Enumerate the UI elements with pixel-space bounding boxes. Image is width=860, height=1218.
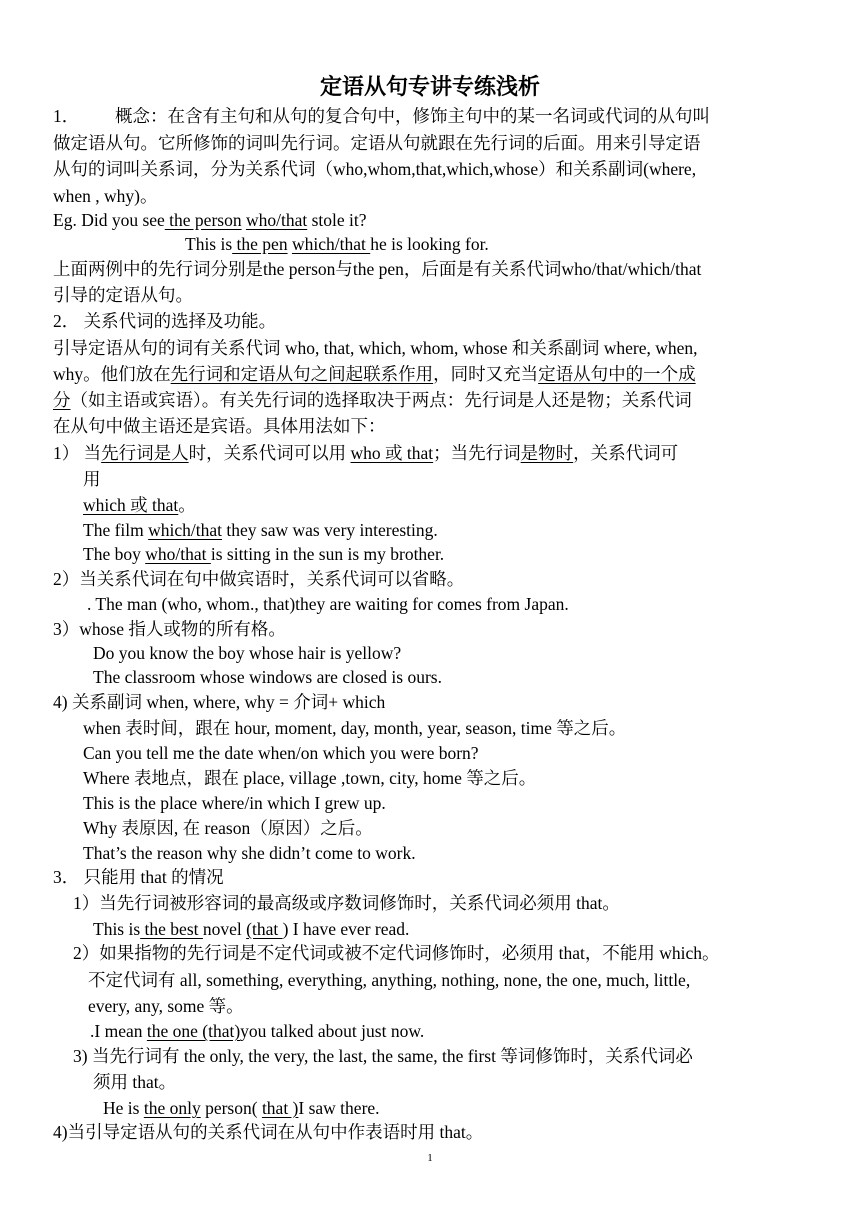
section-3-case-2-line-2: 不定代词有 all, something, everything, anything, nothing, none, the one, much, little,	[88, 970, 691, 990]
explanation-line-1: 上面两例中的先行词分别是the person与the pen，后面是有关系代词who/that/which/that	[53, 259, 702, 279]
page-title: 定语从句专讲专练浅析	[319, 74, 540, 100]
rule-3: 3）whose 指人或物的所有格。	[53, 619, 286, 639]
section-3-case-1-example: This is the best novel (that ) I have ever read.	[93, 919, 410, 939]
rule-4-why-example: That’s the reason why she didn’t come to work.	[83, 843, 416, 863]
rule-1-example-2: The boy who/that is sitting in the sun is my brother.	[83, 544, 445, 564]
rule-4-when-example: Can you tell me the date when/on which you were born?	[83, 743, 479, 763]
rule-3-example-1: Do you know the boy whose hair is yellow?	[93, 643, 402, 663]
rule-3-example-2: The classroom whose windows are closed is ours.	[93, 667, 442, 687]
section-1-number: 1．	[53, 106, 80, 126]
rule-4-when: when 表时间，跟在 hour, moment, day, month, year, season, time 等之后。	[83, 718, 627, 738]
example-1: Eg. Did you see the person who/that stole it?	[53, 210, 367, 230]
section-2-line-4: 在从句中做主语还是宾语。具体用法如下：	[53, 416, 386, 436]
section-1-line-1: 概念：在含有主句和从句的复合句中，修饰主句中的某一名词或代词的从句叫	[115, 106, 710, 126]
rule-1-wrap: 用	[83, 469, 101, 489]
rule-2: 2）当关系代词在句中做宾语时，关系代词可以省略。	[53, 569, 465, 589]
section-1-line-2: 做定语从句。它所修饰的词叫先行词。定语从句就跟在先行词的后面。用来引导定语	[53, 133, 701, 153]
section-1-line-4: when , why)。	[53, 186, 158, 206]
section-3-case-2-line-3: every, any, some 等。	[88, 996, 244, 1016]
section-3-case-2: 2）如果指物的先行词是不定代词或被不定代词修饰时，必须用 that，不能用 which。	[73, 943, 720, 963]
rule-4-where-example: This is the place where/in which I grew up.	[83, 793, 386, 813]
section-2-line-2: why。他们放在先行词和定语从句之间起联系作用，同时又充当定语从句中的一个成	[53, 364, 696, 384]
section-3-case-1: 1）当先行词被形容词的最高级或序数词修饰时，关系代词必须用 that。	[73, 893, 620, 913]
section-3-case-4: 4)当引导定语从句的关系代词在从句中作表语时用 that。	[53, 1122, 484, 1142]
rule-1-pronouns: which 或 that。	[83, 495, 196, 515]
section-2-line-1: 引导定语从句的词有关系代词 who, that, which, whom, whose 和关系副词 where, when,	[53, 338, 698, 358]
rule-2-example: . The man (who, whom., that)they are waiting for comes from Japan.	[87, 594, 569, 614]
rule-4: 4) 关系副词 when, where, why = 介词+ which	[53, 692, 386, 712]
section-1-line-3: 从句的词叫关系词，分为关系代词（who,whom,that,which,whose）和关系副词(where,	[53, 159, 697, 179]
rule-4-why: Why 表原因, 在 reason（原因）之后。	[83, 818, 373, 838]
rule-1-example-1: The film which/that they saw was very interesting.	[83, 520, 438, 540]
rule-1: 1） 当先行词是人时，关系代词可以用 who 或 that；当先行词是物时，关系代词可	[53, 443, 679, 463]
rule-4-where: Where 表地点，跟在 place, village ,town, city, home 等之后。	[83, 768, 537, 788]
section-2-line-3: 分（如主语或宾语）。有关先行词的选择取决于两点：先行词是人还是物；关系代词	[53, 390, 692, 410]
example-2: This is the pen which/that he is looking for.	[185, 234, 489, 254]
section-3-case-3-example: He is the only person( that )I saw there.	[103, 1098, 380, 1118]
section-3-case-3-wrap: 须用 that。	[93, 1072, 177, 1092]
page-number: 1	[427, 1152, 433, 1164]
section-2-heading: 2． 关系代词的选择及功能。	[53, 311, 277, 331]
section-3-case-2-example: .I mean the one (that)you talked about just now.	[90, 1021, 425, 1041]
section-3-case-3: 3) 当先行词有 the only, the very, the last, the same, the first 等词修饰时，关系代词必	[73, 1046, 693, 1066]
explanation-line-2: 引导的定语从句。	[53, 285, 193, 305]
section-3-heading: 3． 只能用 that 的情况	[53, 867, 224, 887]
